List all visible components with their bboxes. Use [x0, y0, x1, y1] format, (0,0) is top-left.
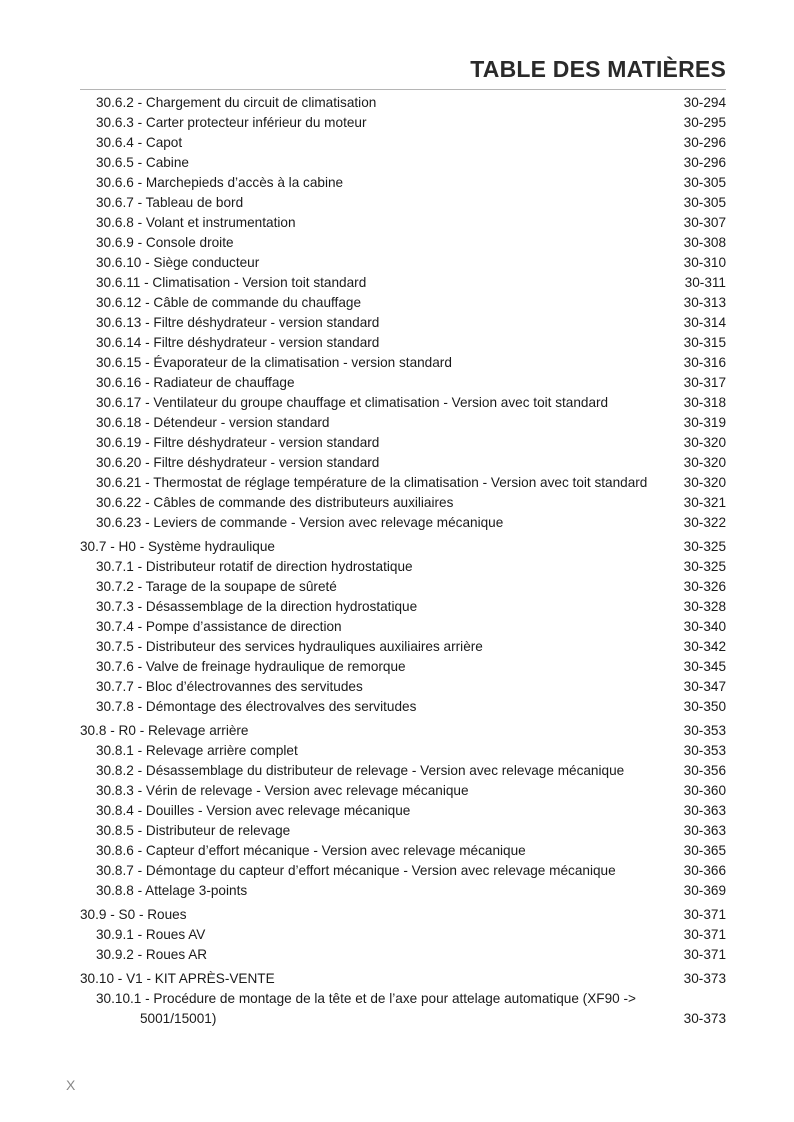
toc-entry-page-number: 30-296: [683, 135, 726, 150]
toc-entry-title: 30.7.8 - Démontage des électrovalves des servitudes: [96, 699, 417, 714]
toc-subsection-entry[interactable]: [80, 193, 726, 213]
toc-entry-title: 30.6.3 - Carter protecteur inférieur du moteur: [96, 115, 367, 130]
toc-entry-title: 30.6.8 - Volant et instrumentation: [96, 215, 296, 230]
toc-subsection-entry[interactable]: [80, 113, 726, 133]
toc-entry-page-number: 30-305: [683, 195, 726, 210]
toc-entry-title-continuation: 5001/15001): [140, 1011, 217, 1026]
toc-entry-page-number: 30-295: [683, 115, 726, 130]
toc-entry-page-number: 30-371: [683, 947, 726, 962]
toc-subsection-entry[interactable]: [80, 213, 726, 233]
toc-subsection-entry[interactable]: [80, 513, 726, 533]
toc-entry-page-number: 30-308: [683, 235, 726, 250]
toc-subsection-entry[interactable]: [80, 293, 726, 313]
toc-subsection-entry[interactable]: [80, 93, 726, 113]
toc-entry-page-number: 30-342: [683, 639, 726, 654]
toc-entry-page-number: 30-315: [683, 335, 726, 350]
toc-subsection-entry[interactable]: [80, 333, 726, 353]
toc-subsection-entry[interactable]: [80, 781, 726, 801]
toc-entry-page-number: 30-371: [683, 927, 726, 942]
toc-subsection-entry[interactable]: [80, 453, 726, 473]
toc-entry-title: 30.8.2 - Désassemblage du distributeur de relevage - Version avec relevage mécanique: [96, 763, 625, 778]
toc-subsection-entry[interactable]: [80, 273, 726, 293]
toc-entry-page-number: 30-347: [683, 679, 726, 694]
toc-entry-page-number: 30-353: [683, 723, 726, 738]
toc-entry-page-number: 30-311: [684, 275, 726, 290]
toc-subsection-entry[interactable]: [80, 393, 726, 413]
toc-entry-page-number: 30-371: [683, 907, 726, 922]
toc-entry-title: 30.6.23 - Leviers de commande - Version avec relevage mécanique: [96, 515, 504, 530]
toc-entry-page-number: 30-317: [683, 375, 726, 390]
toc-subsection-entry[interactable]: [80, 133, 726, 153]
toc-subsection-entry[interactable]: [80, 557, 726, 577]
toc-entry-page-number: 30-314: [683, 315, 726, 330]
toc-entry-title: 30.6.13 - Filtre déshydrateur - version standard: [96, 315, 380, 330]
toc-entry-title: 30.10 - V1 - KIT APRÈS-VENTE: [80, 971, 275, 986]
toc-subsection-entry[interactable]: [80, 741, 726, 761]
toc-entry-title: 30.7.3 - Désassemblage de la direction hydrostatique: [96, 599, 418, 614]
toc-entry-page-number: 30-320: [683, 455, 726, 470]
toc-subsection-entry[interactable]: [80, 253, 726, 273]
toc-entry-page-number: 30-373: [683, 971, 726, 986]
toc-entry-title: 30.7.2 - Tarage de la soupape de sûreté: [96, 579, 337, 594]
toc-entry-page-number: 30-350: [683, 699, 726, 714]
toc-entry-title: 30.9.2 - Roues AR: [96, 947, 208, 962]
toc-entry-title: 30.10.1 - Procédure de montage de la tête et de l’axe pour attelage automatique (XF90 ->: [96, 991, 636, 1006]
toc-entry-page-number: 30-356: [683, 763, 726, 778]
toc-entry-page-number: 30-320: [683, 435, 726, 450]
toc-entry-title: 30.8.8 - Attelage 3-points: [96, 883, 248, 898]
toc-entry-title: 30.6.12 - Câble de commande du chauffage: [96, 295, 362, 310]
toc-entry-title: 30.6.4 - Capot: [96, 135, 183, 150]
toc-entry-page-number: 30-307: [683, 215, 726, 230]
toc-section-entry[interactable]: [80, 969, 726, 989]
toc-entry-title: 30.7.6 - Valve de freinage hydraulique de remorque: [96, 659, 406, 674]
toc-entry-page-number: 30-363: [683, 823, 726, 838]
toc-entry-title: 30.6.10 - Siège conducteur: [96, 255, 260, 270]
toc-entry-title: 30.6.19 - Filtre déshydrateur - version standard: [96, 435, 380, 450]
toc-entry-title: 30.6.7 - Tableau de bord: [96, 195, 244, 210]
toc-subsection-entry[interactable]: [80, 493, 726, 513]
toc-subsection-entry[interactable]: [80, 617, 726, 637]
toc-entry-title: 30.6.22 - Câbles de commande des distributeurs auxiliaires: [96, 495, 454, 510]
toc-entry-page-number: 30-363: [683, 803, 726, 818]
toc-subsection-entry[interactable]: [80, 697, 726, 717]
toc-entry-title: 30.6.16 - Radiateur de chauffage: [96, 375, 295, 390]
toc-subsection-entry[interactable]: [80, 821, 726, 841]
toc-entry-page-number: 30-328: [683, 599, 726, 614]
toc-entry-title: 30.6.15 - Évaporateur de la climatisation - version standard: [96, 355, 452, 370]
toc-entry-title: 30.8.4 - Douilles - Version avec relevage mécanique: [96, 803, 411, 818]
toc-entry-page-number: 30-326: [683, 579, 726, 594]
toc-subsection-entry[interactable]: [80, 925, 726, 945]
toc-entry-title: 30.8.1 - Relevage arrière complet: [96, 743, 298, 758]
toc-subsection-entry[interactable]: [80, 881, 726, 901]
toc-entry-page-number: 30-318: [683, 395, 726, 410]
toc-entry-page-number: 30-369: [683, 883, 726, 898]
toc-entry-title: 30.8.7 - Démontage du capteur d’effort mécanique - Version avec relevage mécanique: [96, 863, 616, 878]
toc-subsection-entry[interactable]: [80, 861, 726, 881]
toc-subsection-entry[interactable]: [80, 233, 726, 253]
toc-entry-title: 30.6.17 - Ventilateur du groupe chauffage et climatisation - Version avec toit standard: [96, 395, 609, 410]
toc-subsection-entry[interactable]: [80, 945, 726, 965]
toc-entry-title: 30.6.14 - Filtre déshydrateur - version standard: [96, 335, 380, 350]
toc-subsection-entry[interactable]: [80, 597, 726, 617]
toc-entry-title: 30.6.2 - Chargement du circuit de climatisation: [96, 95, 377, 110]
toc-entry-page-number: 30-360: [683, 783, 726, 798]
toc-subsection-entry[interactable]: [80, 173, 726, 193]
toc-entry-title: 30.6.21 - Thermostat de réglage température de la climatisation - Version avec toit standard: [96, 475, 648, 490]
page-number: X: [66, 1077, 76, 1093]
toc-entry-page-number: 30-313: [683, 295, 726, 310]
toc-subsection-entry[interactable]: [80, 473, 726, 493]
toc-subsection-entry[interactable]: [80, 433, 726, 453]
toc-subsection-entry[interactable]: [80, 353, 726, 373]
toc-entry-page-number: 30-345: [683, 659, 726, 674]
toc-subsection-entry[interactable]: [80, 153, 726, 173]
page-title: TABLE DES MATIÈRES: [470, 56, 726, 82]
toc-subsection-entry[interactable]: [80, 373, 726, 393]
toc-subsection-entry[interactable]: [80, 413, 726, 433]
toc-subsection-entry[interactable]: [80, 577, 726, 597]
toc-entry-page-number: 30-296: [683, 155, 726, 170]
toc-subsection-entry[interactable]: [80, 313, 726, 333]
toc-entry-page-number: 30-316: [683, 355, 726, 370]
toc-entry-title: 30.6.5 - Cabine: [96, 155, 189, 170]
toc-entry-page-number: 30-366: [683, 863, 726, 878]
table-of-contents: [80, 93, 726, 1029]
toc-entry-page-number: 30-305: [683, 175, 726, 190]
toc-entry-title: 30.8.5 - Distributeur de relevage: [96, 823, 291, 838]
toc-subsection-entry[interactable]: [80, 801, 726, 821]
toc-subsection-entry[interactable]: [80, 841, 726, 861]
toc-entry-title: 30.6.11 - Climatisation - Version toit standard: [96, 275, 367, 290]
toc-subsection-entry[interactable]: [80, 677, 726, 697]
toc-entry-page-number: 30-310: [683, 255, 726, 270]
toc-entry-title: 30.8.3 - Vérin de relevage - Version avec relevage mécanique: [96, 783, 469, 798]
toc-entry-page-number: 30-294: [683, 95, 726, 110]
toc-subsection-entry[interactable]: [80, 989, 726, 1029]
toc-entry-page-number: 30-319: [683, 415, 726, 430]
toc-entry-page-number: 30-373: [683, 1011, 726, 1026]
toc-entry-title: 30.9 - S0 - Roues: [80, 907, 187, 922]
toc-entry-title: 30.9.1 - Roues AV: [96, 927, 206, 942]
toc-subsection-entry[interactable]: [80, 657, 726, 677]
toc-entry-title: 30.8 - R0 - Relevage arrière: [80, 723, 249, 738]
toc-section-entry[interactable]: [80, 721, 726, 741]
toc-entry-title: 30.6.20 - Filtre déshydrateur - version standard: [96, 455, 380, 470]
toc-subsection-entry[interactable]: [80, 637, 726, 657]
toc-section-entry[interactable]: [80, 537, 726, 557]
toc-entry-page-number: 30-321: [683, 495, 726, 510]
toc-entry-page-number: 30-365: [683, 843, 726, 858]
toc-entry-page-number: 30-340: [683, 619, 726, 634]
toc-entry-title: 30.8.6 - Capteur d’effort mécanique - Version avec relevage mécanique: [96, 843, 526, 858]
toc-entry-page-number: 30-325: [683, 559, 726, 574]
toc-entry-title: 30.6.9 - Console droite: [96, 235, 234, 250]
toc-entry-page-number: 30-320: [683, 475, 726, 490]
toc-entry-title: 30.7 - H0 - Système hydraulique: [80, 539, 275, 554]
toc-entry-title: 30.7.1 - Distributeur rotatif de direction hydrostatique: [96, 559, 413, 574]
toc-entry-title: 30.6.6 - Marchepieds d’accès à la cabine: [96, 175, 344, 190]
title-divider: [80, 89, 726, 90]
toc-entry-title: 30.7.7 - Bloc d’électrovannes des servitudes: [96, 679, 363, 694]
toc-entry-title: 30.6.18 - Détendeur - version standard: [96, 415, 330, 430]
toc-entry-title: 30.7.4 - Pompe d’assistance de direction: [96, 619, 342, 634]
toc-entry-title: 30.7.5 - Distributeur des services hydrauliques auxiliaires arrière: [96, 639, 483, 654]
toc-entry-page-number: 30-322: [683, 515, 726, 530]
toc-section-entry[interactable]: [80, 905, 726, 925]
toc-subsection-entry[interactable]: [80, 761, 726, 781]
toc-entry-page-number: 30-353: [683, 743, 726, 758]
toc-entry-page-number: 30-325: [683, 539, 726, 554]
